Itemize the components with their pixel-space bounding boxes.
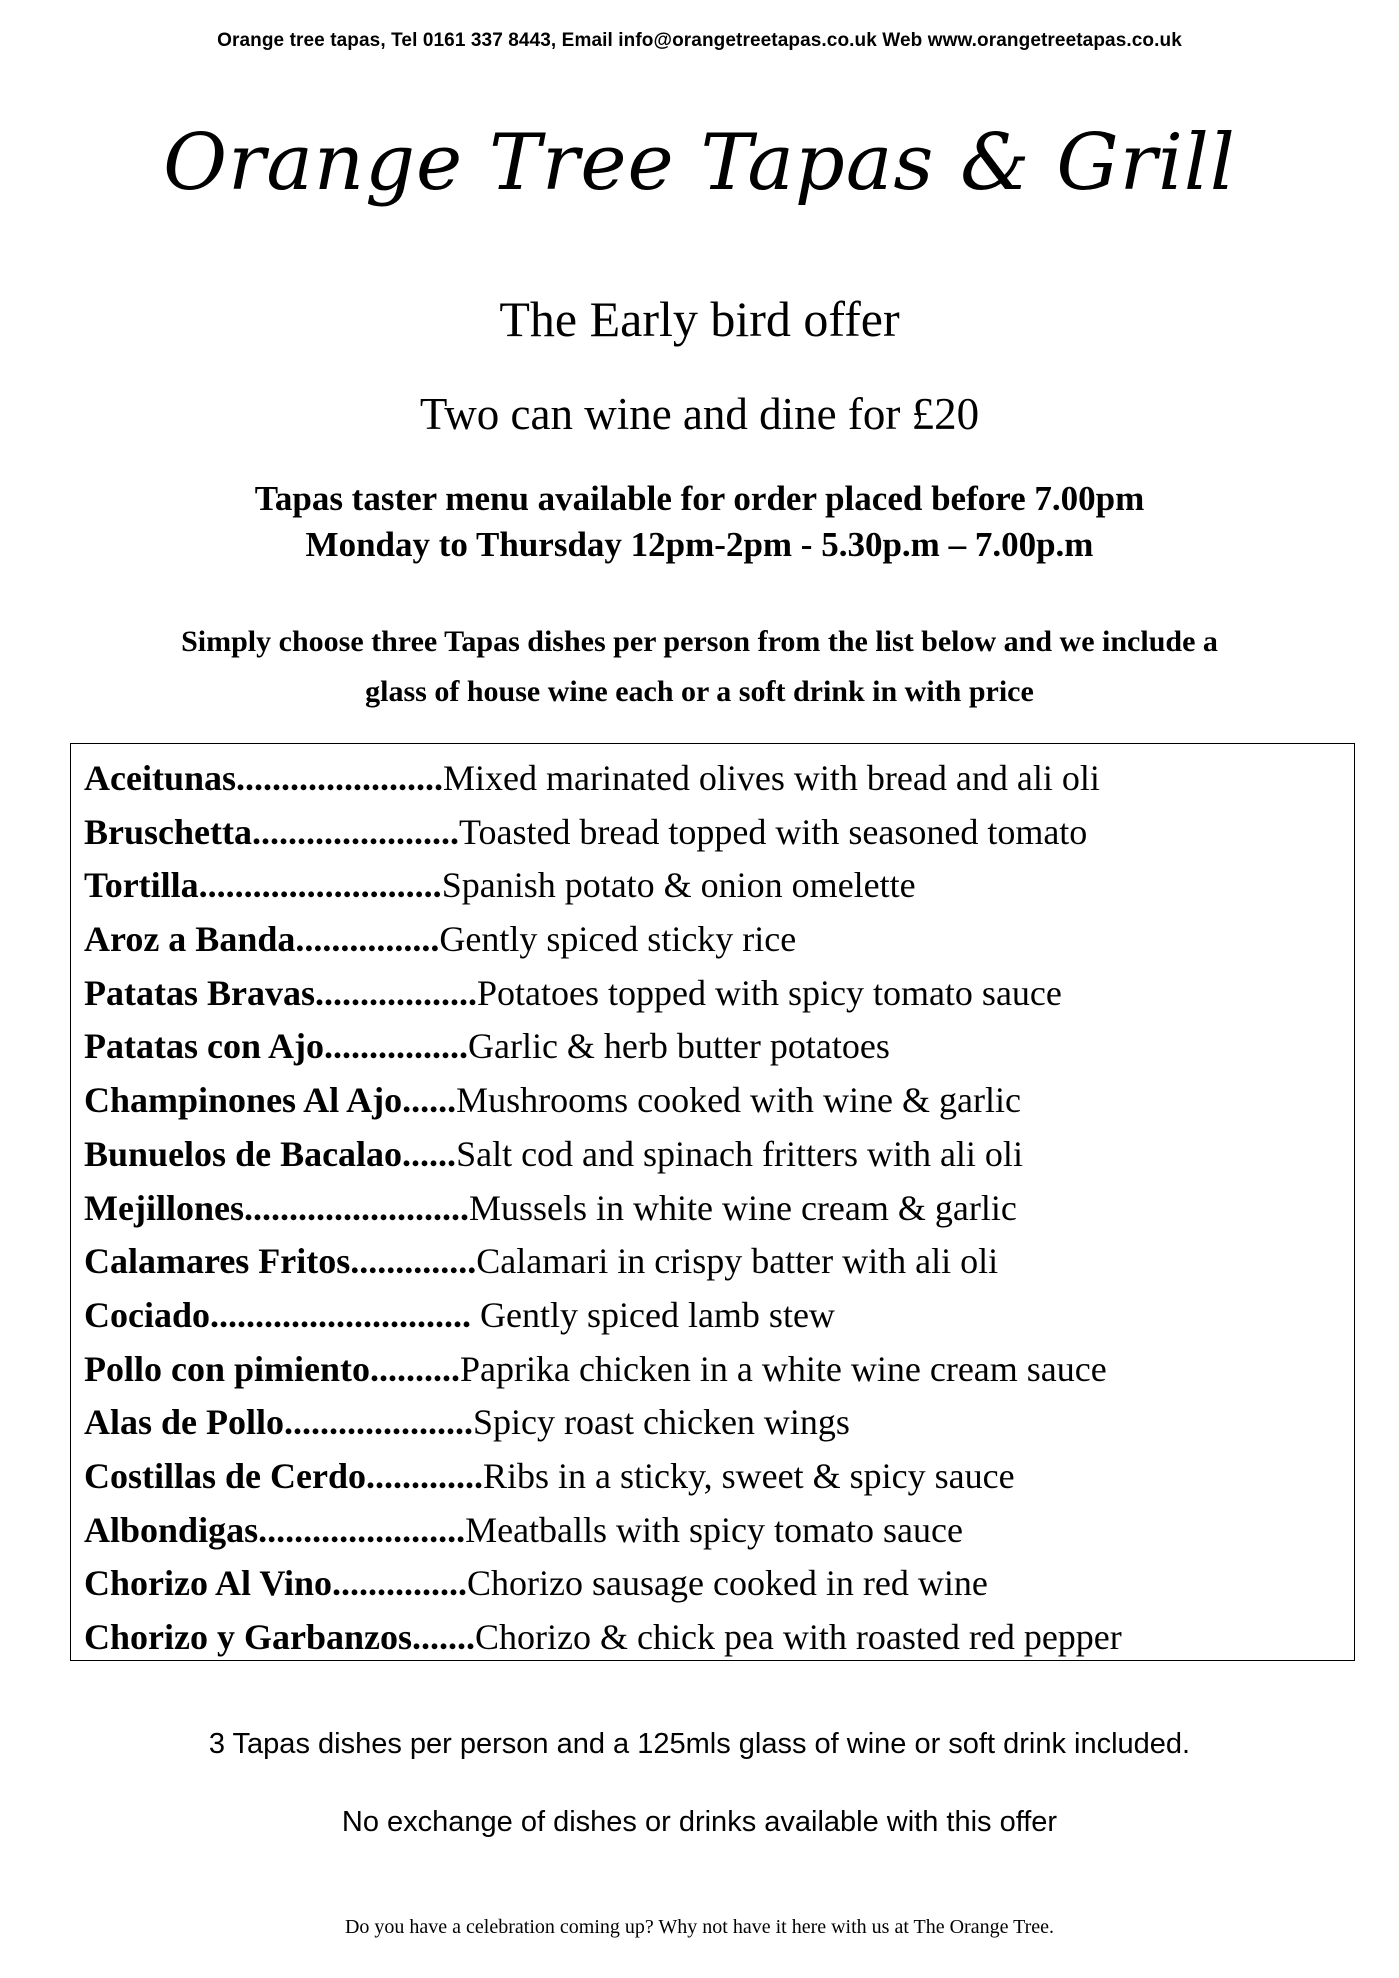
dish-description: Mussels in white wine cream & garlic	[468, 1187, 1017, 1228]
dish-description: Toasted bread topped with seasoned tomato	[458, 811, 1088, 852]
dish-name: Chorizo Al Vino...............	[84, 1563, 468, 1604]
menu-item	[84, 1074, 1354, 1128]
menu-item	[84, 859, 1354, 913]
menu-item	[84, 1289, 1354, 1343]
dish-description: Chorizo sausage cooked in red wine	[467, 1563, 988, 1604]
dish-name: Cociado.............................	[84, 1294, 471, 1335]
dish-name: Costillas de Cerdo.............	[84, 1455, 483, 1496]
dish-description: Chorizo & chick pea with roasted red pepper	[475, 1617, 1122, 1657]
contact-details: Orange tree tapas, Tel 0161 337 8443, Email info@orangetreetapas.co.uk Web www.orangetreetapas.co.uk	[217, 30, 1182, 51]
dish-name: Champinones Al Ajo......	[84, 1080, 457, 1121]
dish-description: Calamari in crispy batter with ali oli	[476, 1241, 999, 1282]
dish-name: Calamares Fritos..............	[84, 1241, 477, 1282]
dish-description: Garlic & herb butter potatoes	[467, 1026, 890, 1067]
offer-terms-line-1: 3 Tapas dishes per person and a 125mls glass of wine or soft drink included.	[208, 1728, 1191, 1760]
menu-item	[84, 1343, 1354, 1397]
dish-description: Spanish potato & onion omelette	[441, 865, 916, 906]
restaurant-name: Orange Tree Tapas & Grill	[163, 118, 1236, 208]
celebration-note: Do you have a celebration coming up? Why not have it here with us at The Orange Tree.	[344, 1916, 1055, 1938]
menu-item	[84, 1557, 1354, 1611]
menu-item	[84, 1020, 1354, 1074]
menu-item	[84, 806, 1354, 860]
menu-item	[84, 1450, 1354, 1504]
dish-name: Albondigas.......................	[84, 1509, 466, 1550]
dish-description: Paprika chicken in a white wine cream sauce	[460, 1348, 1107, 1389]
tapas-menu-list	[70, 743, 1355, 1661]
menu-item	[84, 752, 1354, 806]
menu-item	[84, 1182, 1354, 1236]
instructions-line-1: Simply choose three Tapas dishes per person from the list below and we include a	[181, 625, 1218, 658]
dish-name: Bunuelos de Bacalao......	[84, 1133, 457, 1174]
dish-description: Potatoes topped with spicy tomato sauce	[476, 972, 1062, 1013]
dish-name: Aceitunas.......................	[84, 758, 443, 798]
dish-description: Meatballs with spicy tomato sauce	[465, 1509, 963, 1550]
dish-name: Bruschetta.......................	[84, 811, 459, 852]
dish-description: Mushrooms cooked with wine & garlic	[456, 1080, 1021, 1121]
availability-line-2: Monday to Thursday 12pm-2pm - 5.30p.m – 7.00p.m	[305, 525, 1094, 564]
dish-description: Spicy roast chicken wings	[473, 1402, 850, 1443]
dish-name: Patatas con Ajo................	[84, 1026, 468, 1067]
availability-text	[0, 476, 1399, 568]
offer-title: The Early bird offer	[499, 291, 900, 347]
menu-item	[84, 967, 1354, 1021]
menu-item	[84, 913, 1354, 967]
dish-description: Gently spiced lamb stew	[471, 1294, 835, 1335]
dish-name: Pollo con pimiento..........	[84, 1348, 460, 1389]
availability-line-1: Tapas taster menu available for order placed before 7.00pm	[254, 479, 1145, 518]
instructions-line-2: glass of house wine each or a soft drink in with price	[365, 675, 1034, 708]
dish-name: Mejillones.........................	[84, 1187, 469, 1228]
offer-subtitle: Two can wine and dine for £20	[419, 389, 980, 439]
menu-item	[84, 1611, 1354, 1665]
dish-name: Alas de Pollo.....................	[84, 1402, 474, 1443]
dish-name: Chorizo y Garbanzos.......	[84, 1617, 475, 1657]
dish-description: Salt cod and spinach fritters with ali oli	[456, 1133, 1023, 1174]
menu-item	[84, 1235, 1354, 1289]
dish-name: Patatas Bravas..................	[84, 972, 477, 1013]
menu-item	[84, 1396, 1354, 1450]
dish-description: Gently spiced sticky rice	[439, 919, 797, 960]
dish-name: Aroz a Banda................	[84, 919, 440, 960]
dish-description: Mixed marinated olives with bread and ali oli	[443, 758, 1100, 798]
offer-instructions	[0, 617, 1399, 717]
offer-terms-line-2: No exchange of dishes or drinks available with this offer	[341, 1806, 1058, 1838]
menu-item	[84, 1128, 1354, 1182]
dish-name: Tortilla...........................	[84, 865, 442, 906]
menu-item	[84, 1504, 1354, 1558]
dish-description: Ribs in a sticky, sweet & spicy sauce	[483, 1455, 1015, 1496]
